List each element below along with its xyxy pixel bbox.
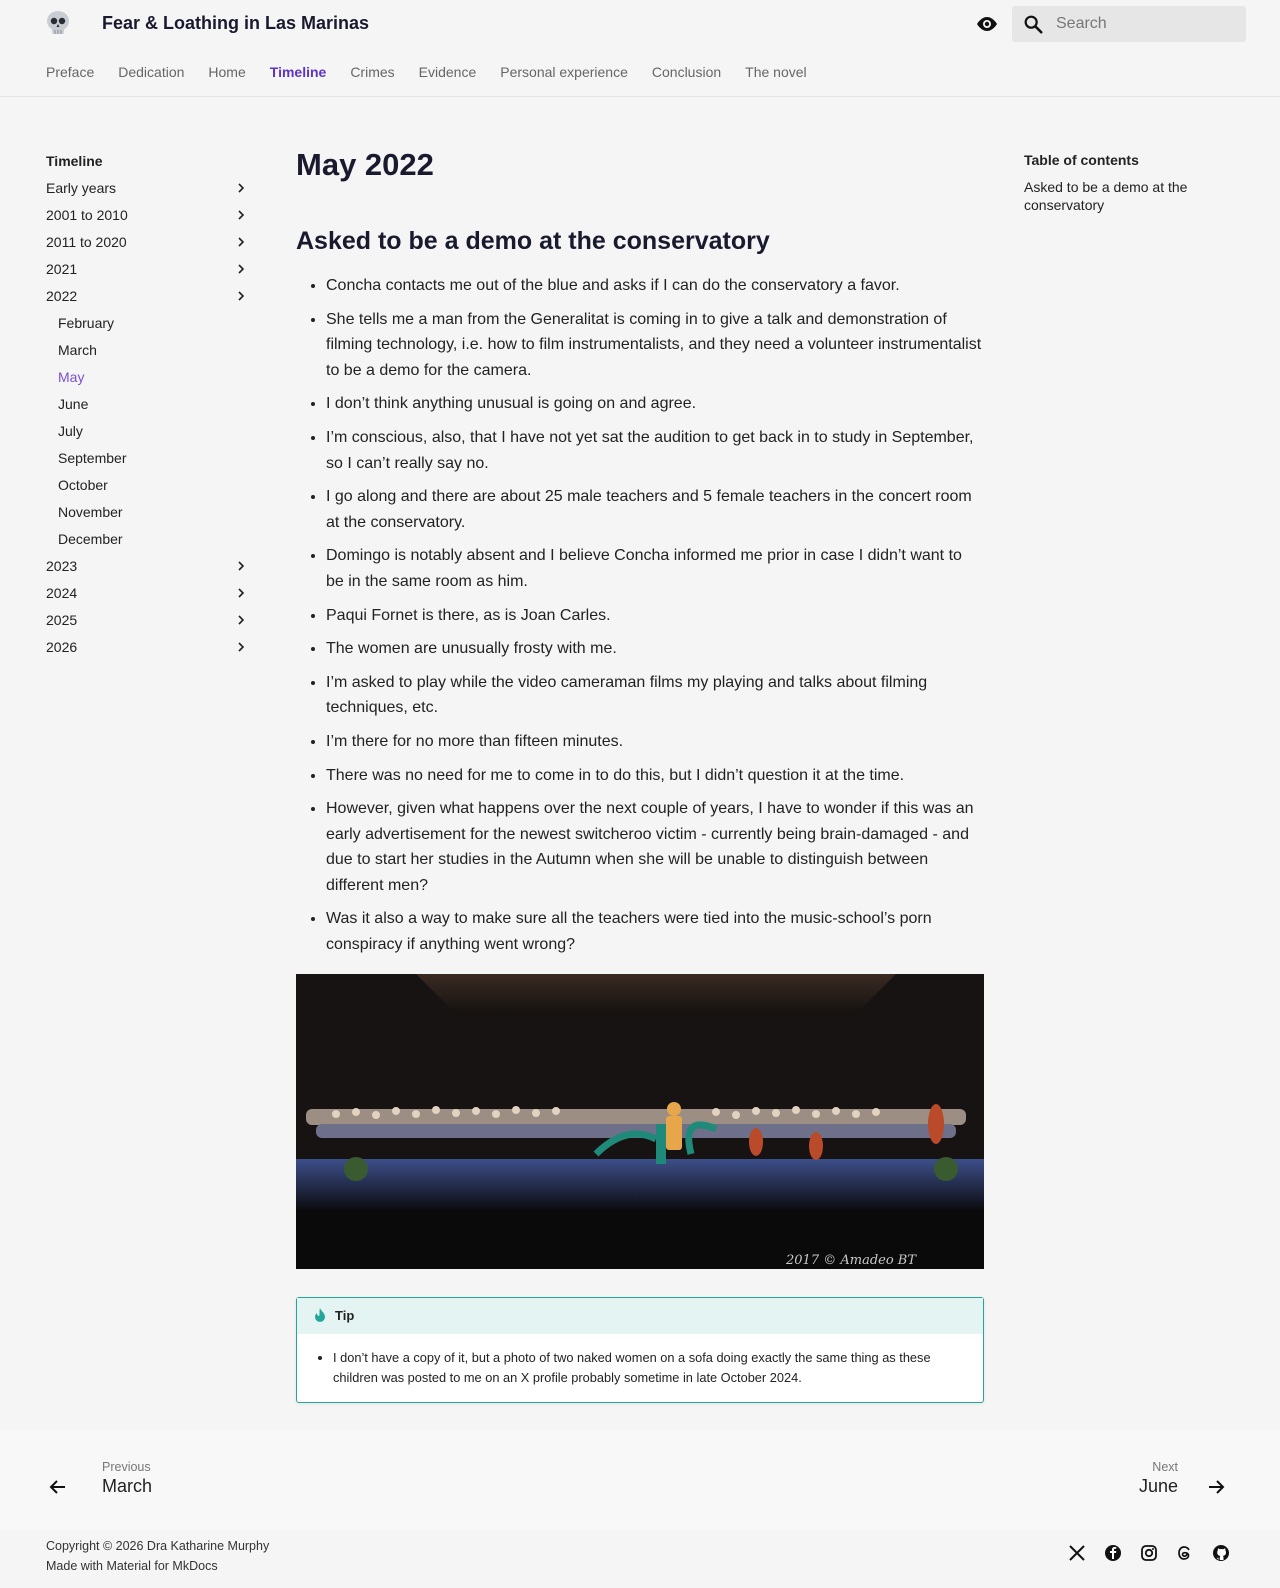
nav-item-label: 2021: [46, 261, 78, 277]
threads-icon[interactable]: [1176, 1544, 1196, 1564]
nav-item-label: 2001 to 2010: [46, 207, 128, 223]
nav-item-october[interactable]: October: [58, 477, 108, 493]
tab-crimes[interactable]: Crimes: [350, 64, 395, 80]
nav-item-september[interactable]: September: [58, 450, 127, 466]
prev-caption[interactable]: Previous: [102, 1460, 151, 1474]
chevron-right-icon: [234, 181, 248, 195]
tip-body: [297, 1334, 983, 1402]
nav-item-label: 2024: [46, 585, 78, 601]
flame-icon: [313, 1308, 327, 1324]
social-links: [1068, 1544, 1232, 1564]
list-item: • There was no need for me to come in to do this, but I didn’t question it at the time.: [326, 763, 984, 789]
tab-timeline[interactable]: Timeline: [269, 64, 327, 80]
list-item: • The women are unusually frosty with me.: [326, 636, 984, 662]
instagram-icon[interactable]: [1140, 1544, 1160, 1564]
footer-nav: [0, 1430, 1280, 1530]
copyright-text: Copyright © 2026 Dra Katharine Murphy: [46, 1539, 270, 1553]
tip-admonition: [296, 1297, 984, 1403]
top-tabs: [46, 64, 831, 80]
table-of-contents: [1024, 152, 1224, 214]
chevron-right-icon: [234, 586, 248, 600]
tip-item: • I don’t have a copy of it, but a photo of two naked women on a sofa doing exactly the same thing as these children was posted to me on an X profile probably sometime in late October 2024.: [333, 1348, 967, 1388]
arrow-left-icon[interactable]: [48, 1477, 68, 1497]
nav-item-label: 2022: [46, 288, 78, 304]
x-icon[interactable]: [1068, 1544, 1088, 1564]
chevron-right-icon: [234, 613, 248, 627]
made-with-text[interactable]: Made with Material for MkDocs: [46, 1559, 218, 1573]
nav-item-december[interactable]: December: [58, 531, 123, 547]
tab-conclusion[interactable]: Conclusion: [651, 64, 722, 80]
chevron-right-icon: [234, 289, 248, 303]
chevron-right-icon: [234, 235, 248, 249]
nav-item-2011-2020[interactable]: [46, 233, 256, 260]
nav-item-2026[interactable]: [46, 638, 256, 665]
toc-item[interactable]: Asked to be a demo at the conservatory: [1024, 179, 1188, 213]
nav-item-november[interactable]: November: [58, 504, 123, 520]
tab-personal-experience[interactable]: Personal experience: [500, 64, 628, 80]
sidebar-nav: [46, 152, 256, 665]
list-item: • I’m conscious, also, that I have not yet sat the audition to get back in to study in September, so I can’t really say no.: [326, 425, 984, 476]
tip-header: [297, 1298, 983, 1334]
nav-item-2001-2010[interactable]: [46, 206, 256, 233]
tab-home[interactable]: Home: [208, 64, 246, 80]
section-heading: Asked to be a demo at the conservatory: [296, 227, 770, 255]
nav-item-march[interactable]: March: [58, 342, 97, 358]
list-item: • Domingo is notably absent and I believe Concha informed me prior in case I didn’t want to be in the same room as him.: [326, 543, 984, 594]
page-title: May 2022: [296, 147, 434, 182]
search-icon[interactable]: [1022, 13, 1044, 35]
chevron-right-icon: [234, 640, 248, 654]
tab-preface[interactable]: Preface: [46, 64, 95, 80]
next-link[interactable]: June: [1138, 1476, 1178, 1496]
main-content: [296, 145, 984, 1403]
nav-item-label: 2026: [46, 639, 78, 655]
nav-item-label: 2011 to 2020: [46, 234, 127, 250]
nav-item-2021[interactable]: [46, 260, 256, 287]
chevron-right-icon: [234, 262, 248, 276]
next-caption[interactable]: Next: [1152, 1460, 1178, 1474]
chevron-right-icon: [234, 559, 248, 573]
chevron-right-icon: [234, 208, 248, 222]
nav-item-2023[interactable]: [46, 557, 256, 584]
prev-link[interactable]: March: [102, 1476, 153, 1496]
search-input[interactable]: [1056, 10, 1236, 38]
list-item: • However, given what happens over the next couple of years, I have to wonder if this was an early advertisement for the newest switcheroo victim - currently being brain-damaged - and due to start her studies in the Autumn when she will be unable to distinguish between different men?: [326, 796, 984, 898]
toc-title: Table of contents: [1024, 152, 1139, 168]
concert-photo-illustration: [296, 974, 984, 1269]
list-item: • I go along and there are about 25 male teachers and 5 female teachers in the concert room at the conservatory.: [326, 484, 984, 535]
list-item: • She tells me a man from the Generalitat is coming in to give a talk and demonstration of filming technology, i.e. how to film instrumentalists, and they need a volunteer instrumentalist to be a demo for the camera.: [326, 307, 984, 384]
nav-item-label: Early years: [46, 180, 117, 196]
tab-the-novel[interactable]: The novel: [745, 64, 807, 80]
site-title[interactable]: Fear & Loathing in Las Marinas: [102, 13, 370, 33]
nav-item-label: 2025: [46, 612, 78, 628]
nav-item-may[interactable]: May: [58, 369, 85, 385]
photo-watermark: 2017 © Amadeo BT: [786, 1252, 917, 1268]
bullet-list: [296, 273, 984, 958]
nav-item-2025[interactable]: [46, 611, 256, 638]
list-item: • Was it also a way to make sure all the teachers were tied into the music-school’s porn conspiracy if anything went wrong?: [326, 906, 984, 957]
nav-item-early-years[interactable]: [46, 179, 256, 206]
list-item: • I’m there for no more than fifteen minutes.: [326, 729, 984, 755]
list-item: • Concha contacts me out of the blue and asks if I can do the conservatory a favor.: [326, 273, 984, 299]
tip-label: Tip: [335, 1308, 355, 1324]
nav-item-june[interactable]: June: [58, 396, 89, 412]
nav-item-july[interactable]: July: [58, 423, 83, 439]
eye-icon[interactable]: [975, 12, 999, 36]
nav-title: Timeline: [46, 153, 103, 169]
list-item: • Paqui Fornet is there, as is Joan Carles.: [326, 603, 984, 629]
arrow-right-icon[interactable]: [1206, 1477, 1226, 1497]
tab-dedication[interactable]: Dedication: [118, 64, 185, 80]
nav-item-2022[interactable]: [46, 287, 256, 314]
list-item: • I’m asked to play while the video cameraman films my playing and talks about filming techniques, etc.: [326, 670, 984, 721]
tab-evidence[interactable]: Evidence: [418, 64, 477, 80]
copyright: [46, 1536, 269, 1576]
nav-item-label: 2023: [46, 558, 78, 574]
nav-item-2024[interactable]: [46, 584, 256, 611]
list-item: • I don’t think anything unusual is going on and agree.: [326, 391, 984, 417]
skull-icon[interactable]: [44, 9, 72, 37]
github-icon[interactable]: [1212, 1544, 1232, 1564]
header: [0, 0, 1280, 97]
facebook-icon[interactable]: [1104, 1544, 1124, 1564]
nav-item-february[interactable]: February: [58, 315, 115, 331]
concert-photo: [296, 974, 984, 1269]
